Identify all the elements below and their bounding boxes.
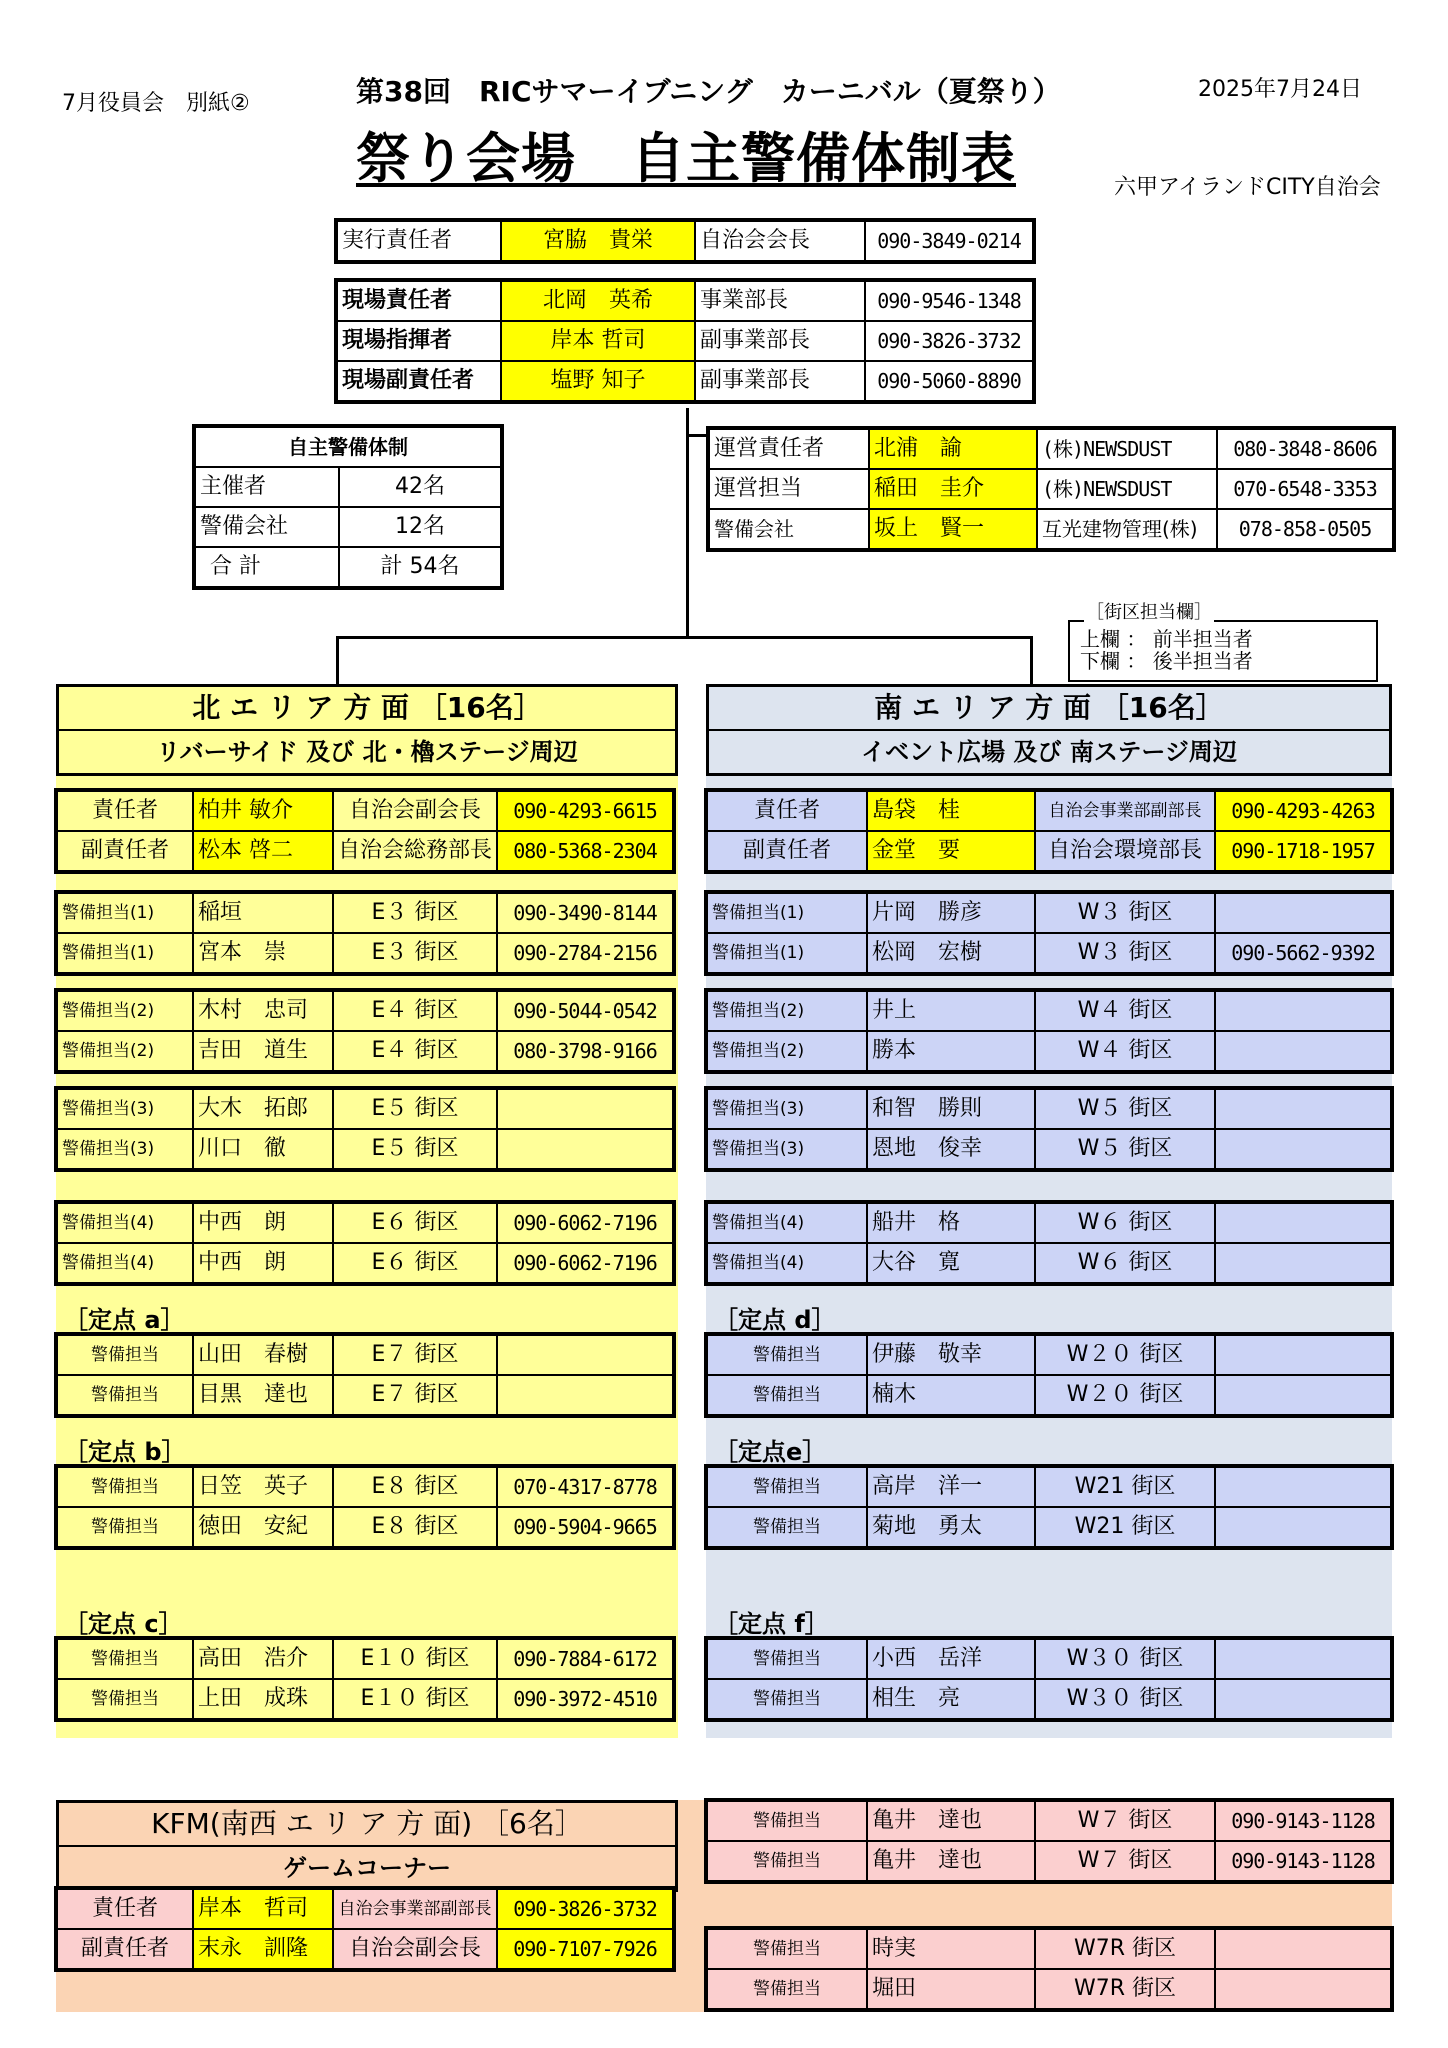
ops-tel: 080-3848-8606 [1217,429,1393,469]
staff-role: 警備担当(2) [707,1031,867,1071]
executive-name: 宮脇 貴栄 [501,221,695,261]
staff-role: 警備担当(3) [57,1129,193,1169]
leader-tel: 090-4293-4263 [1215,791,1391,831]
table-row [337,361,1033,401]
staff-tel: 090-5662-9392 [1215,933,1391,973]
leader-role: 副責任者 [57,1929,193,1969]
staff-table [56,1334,674,1416]
north-title: 北 エ リ ア 方 面 ［16名］ [59,687,675,731]
table-row [707,1129,1391,1169]
staff-name: 和智 勝則 [867,1089,1035,1129]
staff-table [706,892,1392,974]
staff-tel [1215,1129,1391,1169]
staff-name: 伊藤 敬幸 [867,1335,1035,1375]
staff-name: 時実 [867,1929,1035,1969]
staff-name: 高岸 洋一 [867,1467,1035,1507]
table-row [57,1203,673,1243]
table-row [57,1129,673,1169]
site-name: 北岡 英希 [501,281,695,321]
staff-tel: 090-6062-7196 [497,1243,673,1283]
document-reference: 7月役員会 別紙② [62,91,250,116]
staff-name: 勝本 [867,1031,1035,1071]
table-row [57,893,673,933]
table-row [707,991,1391,1031]
table-row [195,547,501,587]
table-row [57,831,673,871]
staff-block: W６ 街区 [1035,1203,1215,1243]
table-row [707,1031,1391,1071]
staff-name: 山田 春樹 [193,1335,333,1375]
table-row [57,1335,673,1375]
table-row [195,467,501,507]
staff-tel: 080-3798-9166 [497,1031,673,1071]
staff-block: W４ 街区 [1035,991,1215,1031]
leader-tel: 080-5368-2304 [497,831,673,871]
table-row [57,1031,673,1071]
staff-name: 恩地 俊幸 [867,1129,1035,1169]
leader-name: 松本 啓二 [193,831,333,871]
staff-name: 稲垣 [193,893,333,933]
staff-role: 警備担当(4) [707,1203,867,1243]
staff-name: 徳田 安紀 [193,1507,333,1547]
staff-block: E３ 街区 [333,933,497,973]
staff-name: 小西 岳洋 [867,1639,1035,1679]
staff-role: 警備担当 [57,1375,193,1415]
staff-table [706,1638,1392,1720]
staff-role: 警備担当 [57,1639,193,1679]
staff-block: E８ 街区 [333,1467,497,1507]
staff-role: 警備担当 [707,1929,867,1969]
staff-name: 目黒 達也 [193,1375,333,1415]
staff-name: 中西 朗 [193,1243,333,1283]
staff-tel: 090-7884-6172 [497,1639,673,1679]
staff-tel [1215,1929,1391,1969]
staff-block: W３０ 街区 [1035,1679,1215,1719]
staff-block: W４ 街区 [1035,1031,1215,1071]
staff-name: 中西 朗 [193,1203,333,1243]
staff-block: W21 街区 [1035,1467,1215,1507]
kfm-leaders-table [56,1888,674,1970]
system-value: 12名 [339,507,501,547]
table-row [709,429,1393,469]
staff-name: 上田 成珠 [193,1679,333,1719]
fixed-point-label: ［定点 d］ [714,1306,836,1334]
ops-tel: 070-6548-3353 [1217,469,1393,509]
staff-table [706,1202,1392,1284]
executive-role: 実行責任者 [337,221,501,261]
staff-role: 警備担当 [707,1841,867,1881]
table-row [707,1375,1391,1415]
leader-title: 自治会副会長 [333,791,497,831]
leader-title: 自治会副会長 [333,1929,497,1969]
staff-tel: 090-9143-1128 [1215,1841,1391,1881]
staff-role: 警備担当 [57,1507,193,1547]
staff-tel: 070-4317-8778 [497,1467,673,1507]
staff-role: 警備担当(1) [57,933,193,973]
table-row [57,1679,673,1719]
leader-title: 自治会総務部長 [333,831,497,871]
table-row [707,1679,1391,1719]
table-row [707,1929,1391,1969]
staff-tel [1215,1031,1391,1071]
staff-name: 高田 浩介 [193,1639,333,1679]
executive-tel: 090-3849-0214 [865,221,1033,261]
staff-tel: 090-2784-2156 [497,933,673,973]
security-system-caption: 自主警備体制 [195,427,501,467]
staff-role: 警備担当 [707,1969,867,2009]
staff-block: E１０ 街区 [333,1679,497,1719]
ops-role: 運営責任者 [709,429,869,469]
legend-line: 上欄 ： 前半担当者 [1080,627,1253,651]
table-row [707,1841,1391,1881]
staff-role: 警備担当 [57,1467,193,1507]
kfm-section-header [56,1800,678,1892]
south-title: 南 エ リ ア 方 面 ［16名］ [709,687,1389,731]
staff-tel [1215,991,1391,1031]
staff-block: E８ 街区 [333,1507,497,1547]
legend-line: 下欄 ： 後半担当者 [1080,649,1253,673]
staff-role: 警備担当 [707,1335,867,1375]
kfm-title: KFM(南西 エ リ ア 方 面) ［6名］ [59,1803,675,1847]
table-row [57,1507,673,1547]
staff-tel [1215,1639,1391,1679]
staff-role: 警備担当 [707,1639,867,1679]
staff-block: W7R 街区 [1035,1969,1215,2009]
staff-name: 大谷 寛 [867,1243,1035,1283]
staff-tel [1215,1969,1391,2009]
table-row [57,1375,673,1415]
staff-role: 警備担当 [707,1507,867,1547]
staff-table [706,1466,1392,1548]
leader-name: 岸本 哲司 [193,1889,333,1929]
staff-block: E４ 街区 [333,1031,497,1071]
table-row [57,1889,673,1929]
connector-line [336,636,339,684]
table-row [195,507,501,547]
leader-name: 金堂 要 [867,831,1035,871]
fixed-point-label: ［定点 b］ [64,1438,186,1466]
ops-name: 稲田 圭介 [869,469,1037,509]
staff-tel [497,1375,673,1415]
table-row [57,1089,673,1129]
table-row [709,509,1393,549]
ops-role: 警備会社 [709,509,869,549]
system-label: 主催者 [195,467,339,507]
connector-line [336,636,1032,639]
staff-name: 相生 亮 [867,1679,1035,1719]
leader-title: 自治会事業部副部長 [333,1889,497,1929]
leader-name: 末永 訓隆 [193,1929,333,1969]
staff-role: 警備担当 [707,1801,867,1841]
staff-block: W３ 街区 [1035,893,1215,933]
leader-role: 副責任者 [57,831,193,871]
north-area: リバーサイド 及び 北・櫓ステージ周辺 [156,738,578,766]
staff-block: W３０ 街区 [1035,1639,1215,1679]
south-area: イベント広場 及び 南ステージ周辺 [861,738,1237,766]
staff-tel: 090-6062-7196 [497,1203,673,1243]
site-tel: 090-3826-3732 [865,321,1033,361]
table-row [707,831,1391,871]
table-row [57,1243,673,1283]
staff-tel [1215,1679,1391,1719]
site-name: 塩野 知子 [501,361,695,401]
connector-line [1030,636,1033,684]
staff-block: E５ 街区 [333,1129,497,1169]
staff-name: 井上 [867,991,1035,1031]
staff-tel: 090-3972-4510 [497,1679,673,1719]
fixed-point-label: ［定点 a］ [64,1306,185,1334]
staff-tel: 090-5904-9665 [497,1507,673,1547]
fixed-point-label: ［定点 c］ [64,1610,183,1638]
staff-role: 警備担当(3) [707,1089,867,1129]
staff-table [56,892,674,974]
staff-name: 船井 格 [867,1203,1035,1243]
table-row [337,321,1033,361]
ops-tel: 078-858-0505 [1217,509,1393,549]
table-row [57,1467,673,1507]
staff-name: 菊地 勇太 [867,1507,1035,1547]
staff-name: 日笠 英子 [193,1467,333,1507]
staff-table [706,990,1392,1072]
staff-block: E６ 街区 [333,1243,497,1283]
connector-line [686,408,689,636]
leader-role: 責任者 [57,1889,193,1929]
leader-name: 柏井 敏介 [193,791,333,831]
ops-role: 運営担当 [709,469,869,509]
leader-tel: 090-4293-6615 [497,791,673,831]
site-tel: 090-5060-8890 [865,361,1033,401]
fixed-point-label: ［定点 f］ [714,1610,829,1638]
staff-name: 吉田 道生 [193,1031,333,1071]
table-row [57,933,673,973]
table-row [57,1639,673,1679]
staff-role: 警備担当(1) [707,933,867,973]
staff-tel [1215,1243,1391,1283]
ops-company: (株)NEWSDUST [1037,429,1217,469]
page-title: 祭り会場 自主警備体制表 [356,127,1016,190]
staff-name: 亀井 達也 [867,1841,1035,1881]
leader-title: 自治会環境部長 [1035,831,1215,871]
site-title: 事業部長 [695,281,865,321]
system-value: 計 54名 [339,547,501,587]
table-row [707,893,1391,933]
staff-name: 松岡 宏樹 [867,933,1035,973]
security-system-table [194,426,502,588]
staff-role: 警備担当(1) [707,893,867,933]
table-row [707,1089,1391,1129]
staff-role: 警備担当(2) [57,1031,193,1071]
staff-block: E７ 街区 [333,1335,497,1375]
table-row [707,1801,1391,1841]
table-row [707,1507,1391,1547]
system-label: 警備会社 [195,507,339,547]
event-subtitle: 第38回 RICサマーイブニング カーニバル（夏祭り） [356,75,1061,108]
staff-tel: 090-9143-1128 [1215,1801,1391,1841]
leader-role: 責任者 [57,791,193,831]
staff-name: 川口 徹 [193,1129,333,1169]
staff-block: W５ 街区 [1035,1129,1215,1169]
executive-title: 自治会会長 [695,221,865,261]
staff-role: 警備担当(3) [707,1129,867,1169]
site-leaders-table [336,280,1034,402]
table-row [707,1203,1391,1243]
staff-tel: 090-3490-8144 [497,893,673,933]
legend-caption: ［街区担当欄］ [1084,598,1214,624]
site-tel: 090-9546-1348 [865,281,1033,321]
connector-line [686,434,708,437]
table-row [707,791,1391,831]
table-row [57,991,673,1031]
ops-name: 北浦 諭 [869,429,1037,469]
staff-role: 警備担当(2) [57,991,193,1031]
staff-tel [1215,1467,1391,1507]
table-row [337,281,1033,321]
staff-table [56,1088,674,1170]
staff-table [56,1202,674,1284]
site-title: 副事業部長 [695,321,865,361]
leader-tel: 090-3826-3732 [497,1889,673,1929]
document-date: 2025年7月24日 [1198,77,1362,102]
staff-tel [1215,1335,1391,1375]
ops-name: 坂上 賢一 [869,509,1037,549]
staff-block: E１０ 街区 [333,1639,497,1679]
system-label: 合 計 [195,547,339,587]
table-row [707,1467,1391,1507]
table-row [707,1969,1391,2009]
staff-role: 警備担当(4) [57,1243,193,1283]
table-row [709,469,1393,509]
south-section-header [706,684,1392,776]
staff-block: E５ 街区 [333,1089,497,1129]
staff-role: 警備担当 [707,1467,867,1507]
leader-role: 副責任者 [707,831,867,871]
staff-tel [1215,1375,1391,1415]
site-role: 現場責任者 [337,281,501,321]
staff-block: W21 街区 [1035,1507,1215,1547]
organization-name: 六甲アイランドCITY自治会 [1114,175,1381,200]
staff-table [706,1334,1392,1416]
staff-table [56,1638,674,1720]
staff-block: E６ 街区 [333,1203,497,1243]
staff-role: 警備担当(4) [57,1203,193,1243]
operations-table [708,428,1394,550]
ops-company: 互光建物管理(株) [1037,509,1217,549]
staff-block: E７ 街区 [333,1375,497,1415]
staff-block: W７ 街区 [1035,1841,1215,1881]
leader-tel: 090-7107-7926 [497,1929,673,1969]
staff-role: 警備担当(3) [57,1089,193,1129]
leader-tel: 090-1718-1957 [1215,831,1391,871]
staff-role: 警備担当(1) [57,893,193,933]
staff-block: W７ 街区 [1035,1801,1215,1841]
ops-company: (株)NEWSDUST [1037,469,1217,509]
staff-name: 亀井 達也 [867,1801,1035,1841]
kfm-area: ゲームコーナー [283,1854,451,1882]
staff-block: W7R 街区 [1035,1929,1215,1969]
staff-table [706,1928,1392,2010]
site-name: 岸本 哲司 [501,321,695,361]
staff-tel [497,1335,673,1375]
staff-table [706,1088,1392,1170]
staff-name: 片岡 勝彦 [867,893,1035,933]
staff-block: E４ 街区 [333,991,497,1031]
staff-name: 大木 拓郎 [193,1089,333,1129]
staff-tel [1215,1507,1391,1547]
staff-name: 宮本 崇 [193,933,333,973]
table-row [707,1639,1391,1679]
staff-tel [1215,1203,1391,1243]
table-row [57,791,673,831]
staff-block: W２０ 街区 [1035,1375,1215,1415]
staff-block: W２０ 街区 [1035,1335,1215,1375]
block-legend [1068,620,1378,682]
staff-name: 堀田 [867,1969,1035,2009]
staff-tel [1215,1089,1391,1129]
leader-role: 責任者 [707,791,867,831]
staff-tel [497,1129,673,1169]
north-section-header [56,684,678,776]
system-value: 42名 [339,467,501,507]
staff-role: 警備担当(2) [707,991,867,1031]
staff-role: 警備担当 [57,1679,193,1719]
leader-name: 島袋 桂 [867,791,1035,831]
fixed-point-label: ［定点e］ [714,1438,827,1466]
north-leaders-table [56,790,674,872]
table-row [707,1243,1391,1283]
staff-role: 警備担当 [707,1679,867,1719]
staff-block: W６ 街区 [1035,1243,1215,1283]
staff-table [56,990,674,1072]
site-role: 現場副責任者 [337,361,501,401]
staff-block: W５ 街区 [1035,1089,1215,1129]
executive-table [336,220,1034,262]
staff-name: 木村 忠司 [193,991,333,1031]
staff-role: 警備担当 [707,1375,867,1415]
staff-role: 警備担当 [57,1335,193,1375]
staff-table [56,1466,674,1548]
staff-name: 楠木 [867,1375,1035,1415]
site-role: 現場指揮者 [337,321,501,361]
table-row [707,1335,1391,1375]
staff-table [706,1800,1392,1882]
staff-tel [497,1089,673,1129]
staff-tel [1215,893,1391,933]
staff-block: W３ 街区 [1035,933,1215,973]
table-row [707,933,1391,973]
leader-title: 自治会事業部副部長 [1035,791,1215,831]
staff-tel: 090-5044-0542 [497,991,673,1031]
staff-role: 警備担当(4) [707,1243,867,1283]
site-title: 副事業部長 [695,361,865,401]
south-leaders-table [706,790,1392,872]
staff-block: E３ 街区 [333,893,497,933]
table-row [57,1929,673,1969]
